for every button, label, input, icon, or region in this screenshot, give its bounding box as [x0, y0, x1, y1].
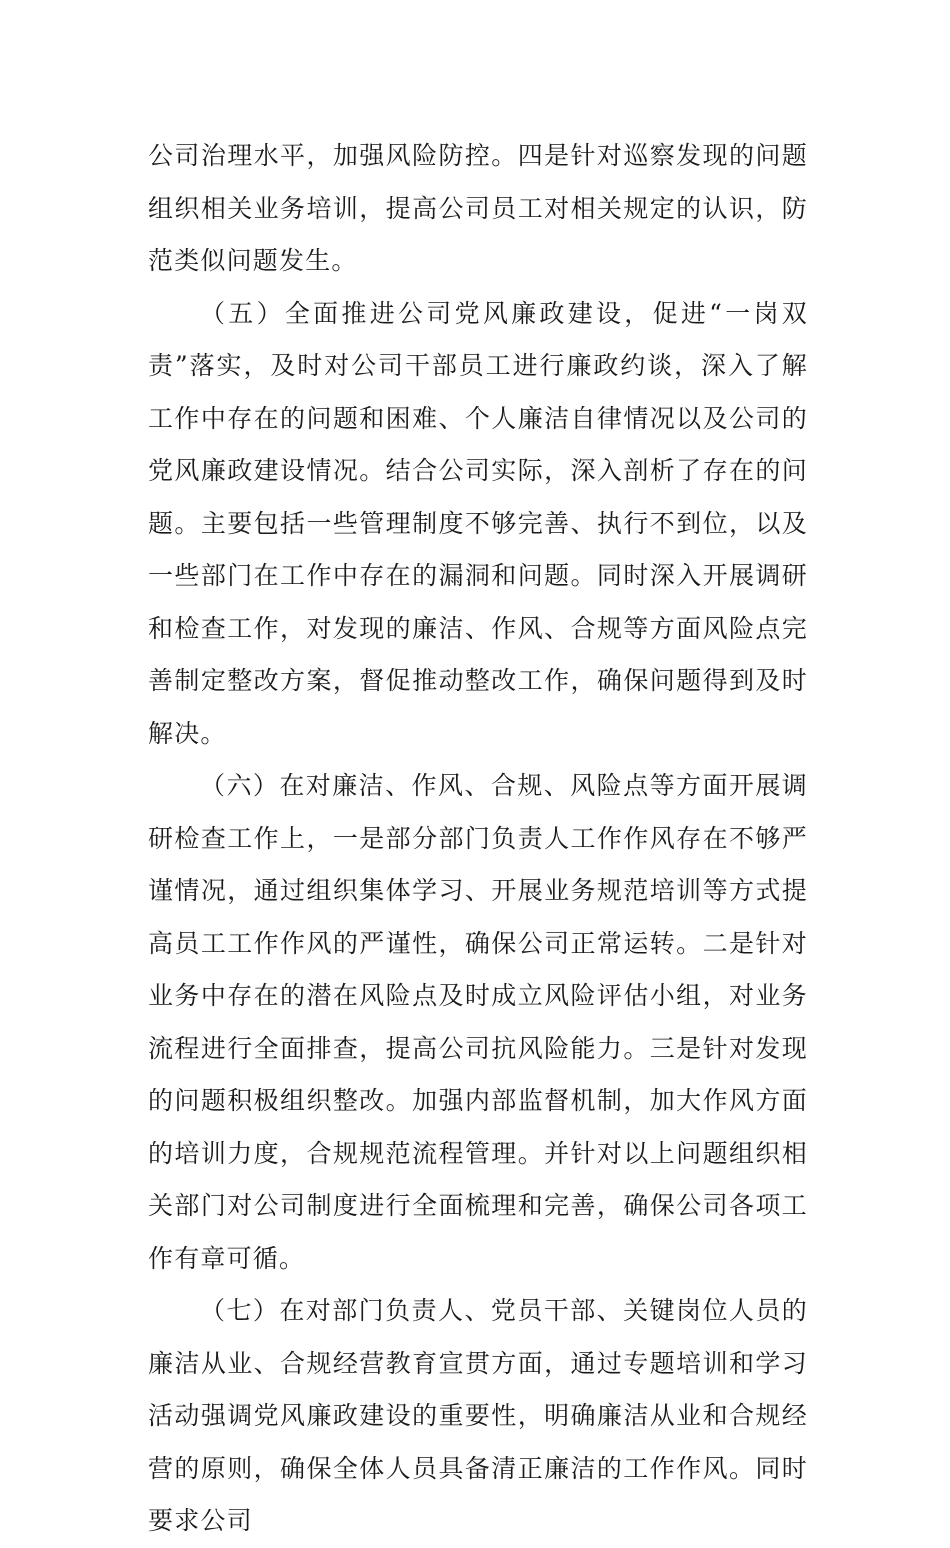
document-body — [148, 130, 808, 1548]
paragraph-continuation: 公司治理水平，加强风险防控。四是针对巡察发现的问题组织相关业务培训，提高公司员工对相关规定的认识，防范类似问题发生。 — [148, 141, 808, 275]
paragraph-section-5: （五）全面推进公司党风廉政建设，促进“一岗双责”落实，及时对公司干部员工进行廉政约谈，深入了解工作中存在的问题和困难、个人廉洁自律情况以及公司的党风廉政建设情况。结合公司实际，深入剖析了存在的问题。主要包括一些管理制度不够完善、执行不到位，以及一些部门在工作中存在的漏洞和问题。同时深入开展调研和检查工作，对发现的廉洁、作风、合规等方面风险点完善制定整改方案，督促推动整改工作，确保问题得到及时解决。 — [148, 298, 808, 748]
paragraph-section-6: （六）在对廉洁、作风、合规、风险点等方面开展调研检查工作上，一是部分部门负责人工作作风存在不够严谨情况，通过组织集体学习、开展业务规范培训等方式提高员工工作作风的严谨性，确保公司正常运转。二是针对业务中存在的潜在风险点及时成立风险评估小组，对业务流程进行全面排查，提高公司抗风险能力。三是针对发现的问题积极组织整改。加强内部监督机制，加大作风方面的培训力度，合规规范流程管理。并针对以上问题组织相关部门对公司制度进行全面梳理和完善，确保公司各项工作有章可循。 — [148, 771, 808, 1273]
paragraph-section-7: （七）在对部门负责人、党员干部、关键岗位人员的廉洁从业、合规经营教育宣贯方面，通过专题培训和学习活动强调党风廉政建设的重要性，明确廉洁从业和合规经营的原则，确保全体人员具备清正廉洁的工作作风。同时要求公司 — [148, 1296, 808, 1535]
